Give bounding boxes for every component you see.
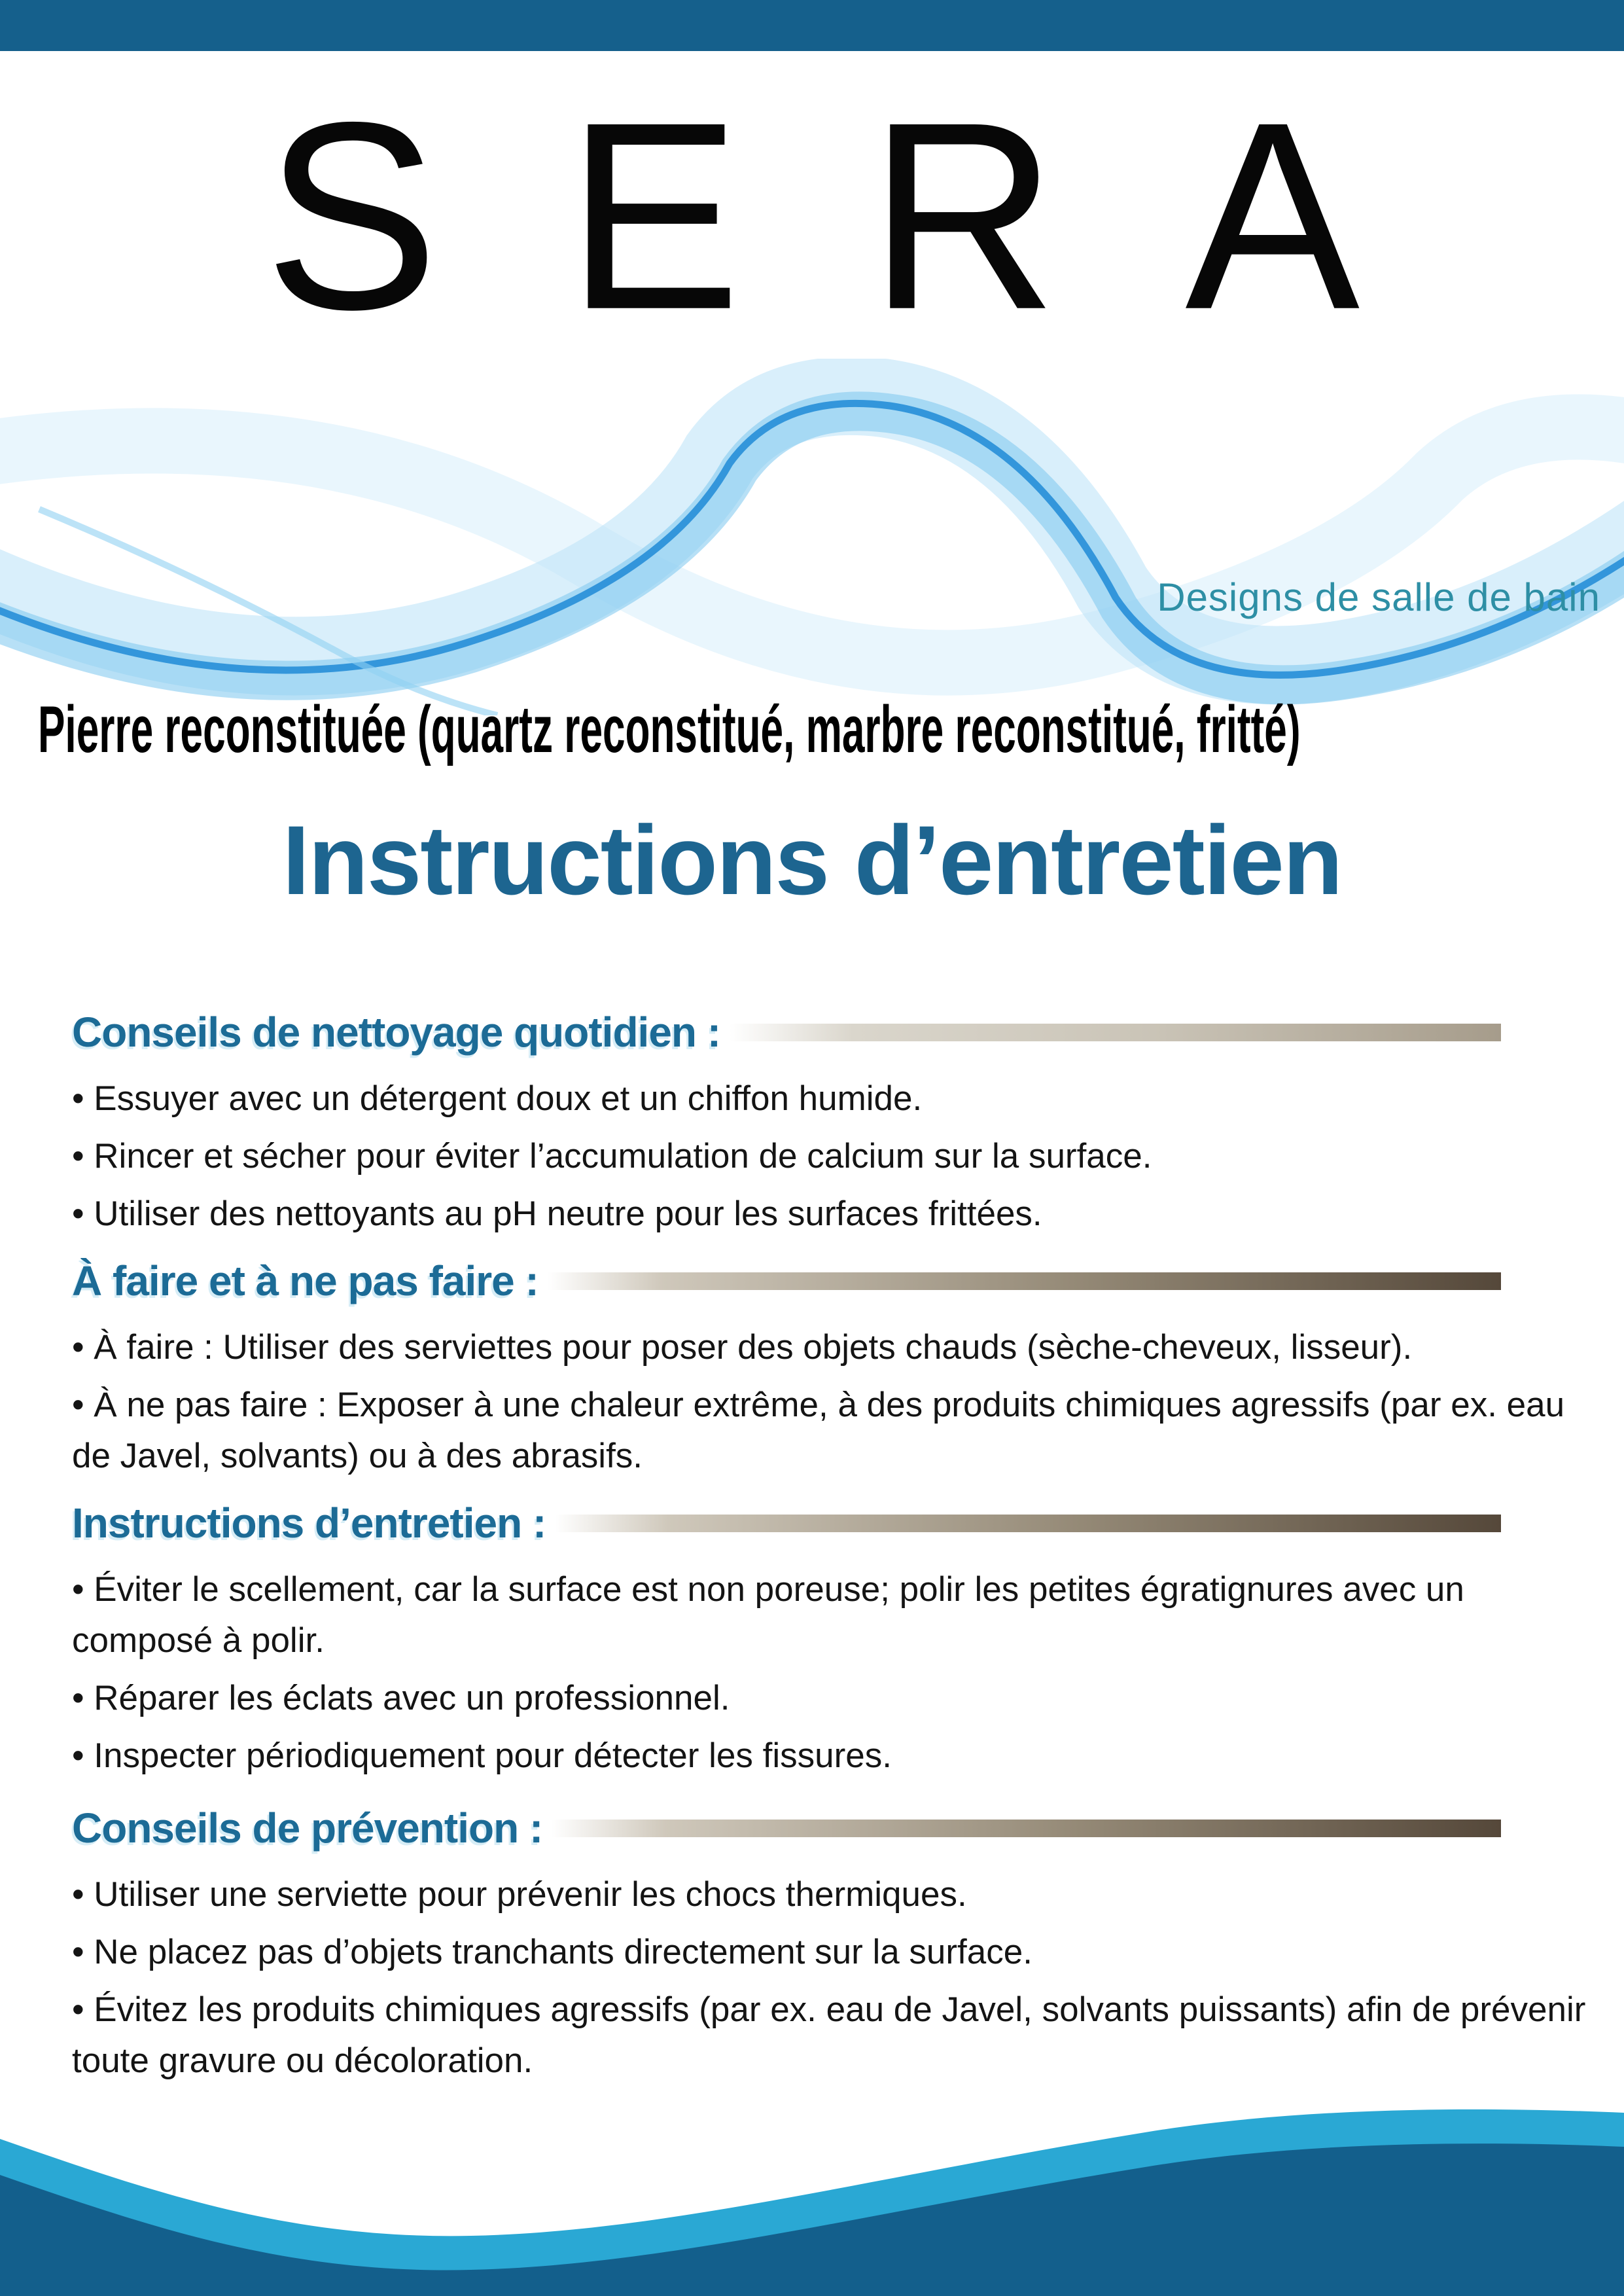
section-heading-row	[72, 1804, 1501, 1852]
section-divider-bar	[548, 1272, 1501, 1290]
section-heading-row	[72, 1008, 1501, 1056]
sections-container	[72, 1008, 1586, 2104]
section-divider-bar	[555, 1515, 1501, 1532]
section-divider-bar	[552, 1820, 1501, 1837]
section-daily-cleaning	[72, 1008, 1586, 1240]
bullet-item: • Réparer les éclats avec un professionnel.	[72, 1679, 730, 1717]
bullet-item: • Essuyer avec un détergent doux et un chiffon humide.	[72, 1079, 923, 1118]
bullet-item: • Utiliser une serviette pour prévenir les chocs thermiques.	[72, 1875, 967, 1914]
bullet-item: • Rincer et sécher pour éviter l’accumulation de calcium sur la surface.	[72, 1137, 1152, 1175]
top-color-band	[0, 0, 1624, 51]
section-heading: Instructions d’entretien :	[72, 1499, 546, 1547]
bullet-item: • Évitez les produits chimiques agressifs (par ex. eau de Javel, solvants puissants) afin de prévenir toute gravure ou décoloration.	[72, 1990, 1586, 2080]
section-heading: Conseils de nettoyage quotidien :	[72, 1009, 721, 1056]
section-heading: Conseils de prévention :	[72, 1804, 543, 1852]
bullet-item: • Éviter le scellement, car la surface est non poreuse; polir les petites égratignures avec un composé à polir.	[72, 1570, 1464, 1660]
section-maintenance	[72, 1499, 1586, 1782]
bullet-item: • Ne placez pas d’objets tranchants directement sur la surface.	[72, 1933, 1033, 1971]
section-heading-row	[72, 1499, 1501, 1547]
section-divider-bar	[730, 1024, 1501, 1041]
section-dos-donts	[72, 1257, 1586, 1482]
brand-tagline: Designs de salle de bain	[1157, 575, 1600, 619]
bullet-item: • Utiliser des nettoyants au pH neutre pour les surfaces frittées.	[72, 1194, 1042, 1233]
page-title: Instructions d’entretien	[282, 805, 1342, 915]
section-heading: À faire et à ne pas faire :	[72, 1257, 538, 1304]
decorative-wave-graphic	[0, 359, 1624, 715]
material-title: Pierre reconstituée (quartz reconstitué, marbre reconstitué, fritté)	[38, 693, 1301, 766]
bullet-item: • À faire : Utiliser des serviettes pour poser des objets chauds (sèche-cheveux, lisseur).	[72, 1328, 1413, 1367]
brand-logo: SERA	[264, 66, 1488, 365]
footer-wave-graphic	[0, 2034, 1624, 2296]
section-heading-row	[72, 1257, 1501, 1305]
bullet-item: • À ne pas faire : Exposer à une chaleur extrême, à des produits chimiques agressifs (par ex. eau de Javel, solvants) ou à des abrasifs.	[72, 1386, 1565, 1475]
bullet-item: • Inspecter périodiquement pour détecter les fissures.	[72, 1736, 892, 1775]
